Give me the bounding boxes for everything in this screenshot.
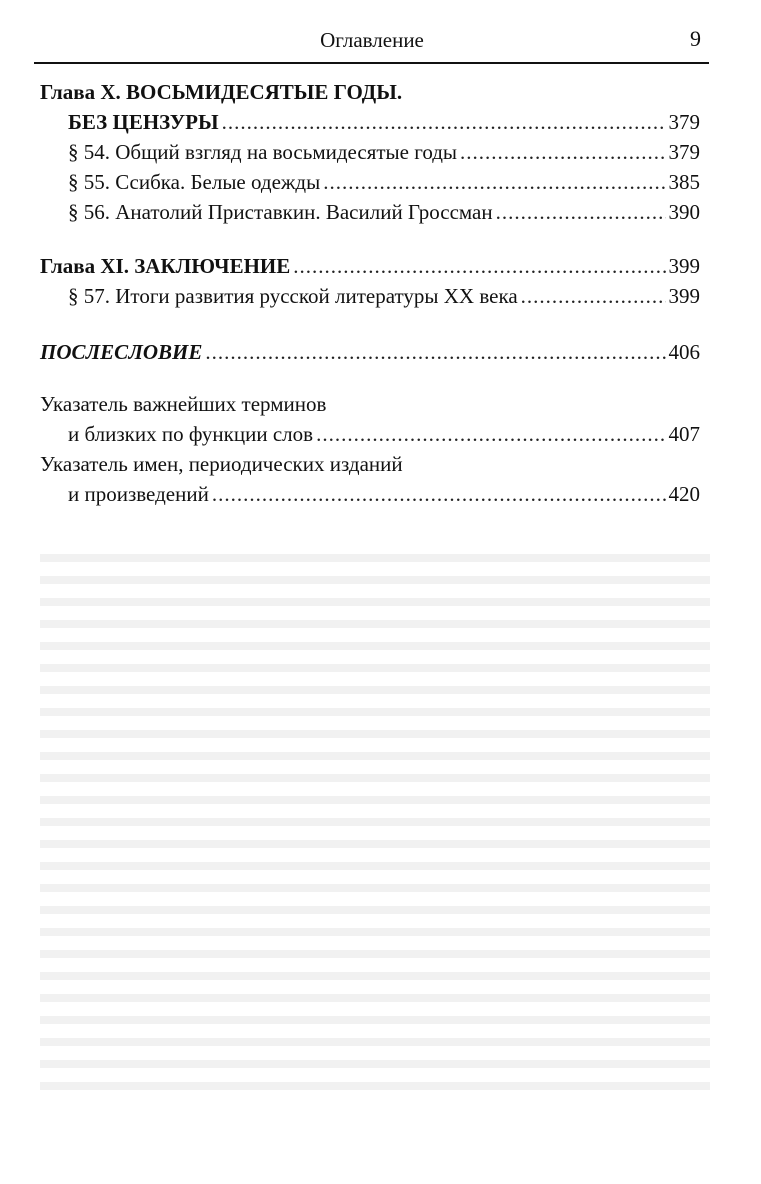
leader-dots [205,340,665,365]
bleed-through-background [40,540,710,1100]
toc-label: § 57. Итоги развития русской литературы XX века [68,284,518,308]
toc-page: 379 [668,140,700,164]
toc-label: БЕЗ ЦЕНЗУРЫ [68,110,219,134]
toc-entry-chapter-10 [40,80,700,140]
toc-page: 420 [668,482,700,506]
toc-entry-chapter-11 [40,254,700,284]
page-number: 9 [690,26,701,51]
toc-entry-section-54 [40,140,700,170]
toc-entry-index-terms [40,392,700,452]
toc-page: 399 [668,254,700,278]
toc-page: 390 [668,200,700,224]
toc-page: 379 [668,110,700,134]
running-title: Оглавление [320,28,424,52]
page-header [37,22,707,56]
leader-dots [521,284,666,309]
toc-entry-section-57 [40,284,700,314]
leader-dots [496,200,666,225]
toc-label: § 54. Общий взгляд на восьмидесятые годы [68,140,458,164]
toc-page: 385 [668,170,700,194]
toc-entry-index-names [40,452,700,512]
toc-label: Глава XI. ЗАКЛЮЧЕНИЕ [40,254,291,278]
toc-page: 399 [668,284,700,308]
leader-dots [316,422,665,447]
toc-entry-afterword [40,340,700,370]
toc-label: Указатель имен, периодических изданий [40,452,403,476]
toc-label: и близких по функции слов [68,422,314,446]
toc-page: 407 [668,422,700,446]
leader-dots [323,170,665,195]
toc-label: Указатель важнейших терминов [40,392,327,416]
toc-label: и произведений [68,482,209,506]
toc-label: Глава X. ВОСЬМИДЕСЯТЫЕ ГОДЫ. [40,80,403,104]
leader-dots [293,254,665,279]
toc-entry-section-56 [40,200,700,230]
toc-page: 406 [668,340,700,364]
toc-label: § 56. Анатолий Приставкин. Василий Гроссман [68,200,493,224]
leader-dots [212,482,666,507]
leader-dots [460,140,665,165]
toc-entry-section-55 [40,170,700,200]
toc-label: ПОСЛЕСЛОВИЕ [40,340,203,364]
leader-dots [222,110,666,135]
header-rule [34,62,709,64]
toc-label: § 55. Ссибка. Белые одежды [68,170,321,194]
